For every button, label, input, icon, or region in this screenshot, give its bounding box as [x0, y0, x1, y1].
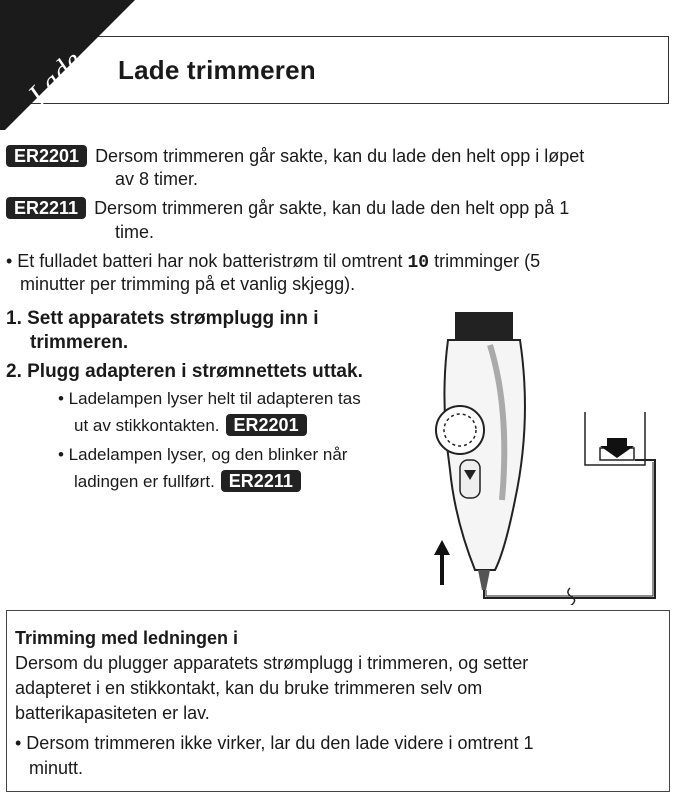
step2-bullet-1-cont: ut av stikkontakten. ER2201	[74, 414, 307, 437]
model-line-er2211: ER2211 Dersom trimmeren går sakte, kan du lade den helt opp på 1	[6, 197, 569, 219]
model-line-er2201-cont: av 8 timer.	[115, 169, 199, 189]
trimmer-blade-icon	[455, 312, 513, 342]
model-badge: ER2201	[226, 414, 307, 436]
battery-note-cont: minutter per trimming på et vanlig skjegg).	[20, 274, 356, 294]
cord-box-heading: Trimming med ledningen i	[15, 628, 239, 648]
cord-box-paragraph-3: batterikapasiteten er lav.	[15, 703, 210, 723]
step2-bullet-2-cont: ladingen er fullført. ER2211	[74, 470, 301, 493]
step2-bullet-1: • Ladelampen lyser helt til adapteren tas	[58, 389, 361, 408]
corner-label: Lade	[22, 44, 90, 112]
trim-count: 10	[407, 253, 430, 273]
section-header	[0, 0, 674, 110]
cord-box-paragraph-2: adapteret i en stikkontakt, kan du bruke trimmeren selv om	[15, 678, 483, 698]
step-2: 2. Plugg adapteren i strømnettets uttak.	[6, 361, 363, 382]
model-badge: ER2211	[221, 470, 301, 492]
model-line-er2211-cont: time.	[115, 222, 155, 242]
step2-bullet-2: • Ladelampen lyser, og den blinker når	[58, 445, 348, 464]
model-badge: ER2201	[6, 145, 87, 167]
adjust-dial-icon	[436, 406, 484, 454]
trimmer-body-icon	[444, 340, 525, 570]
trimmer-charging-illustration	[420, 300, 670, 605]
cord-usage-box	[6, 610, 670, 792]
page-title: Lade trimmeren	[118, 55, 316, 85]
step-1-cont: trimmeren.	[30, 332, 129, 353]
model-badge: ER2211	[6, 197, 86, 219]
step-1: 1. Sett apparatets strømplugg inn i	[6, 308, 319, 329]
cord-box-paragraph-1: Dersom du plugger apparatets strømplugg i trimmeren, og setter	[15, 653, 529, 673]
battery-note: • Et fulladet batteri har nok batteristrøm til omtrent 10 trimminger (5	[6, 251, 541, 273]
model-line-er2201: ER2201 Dersom trimmeren går sakte, kan du lade den helt opp i løpet	[6, 145, 584, 167]
cord-box-bullet: • Dersom trimmeren ikke virker, lar du den lade videre i omtrent 1	[15, 733, 534, 753]
arrow-up-icon	[434, 540, 450, 585]
cord-box-bullet-cont: minutt.	[29, 758, 84, 778]
